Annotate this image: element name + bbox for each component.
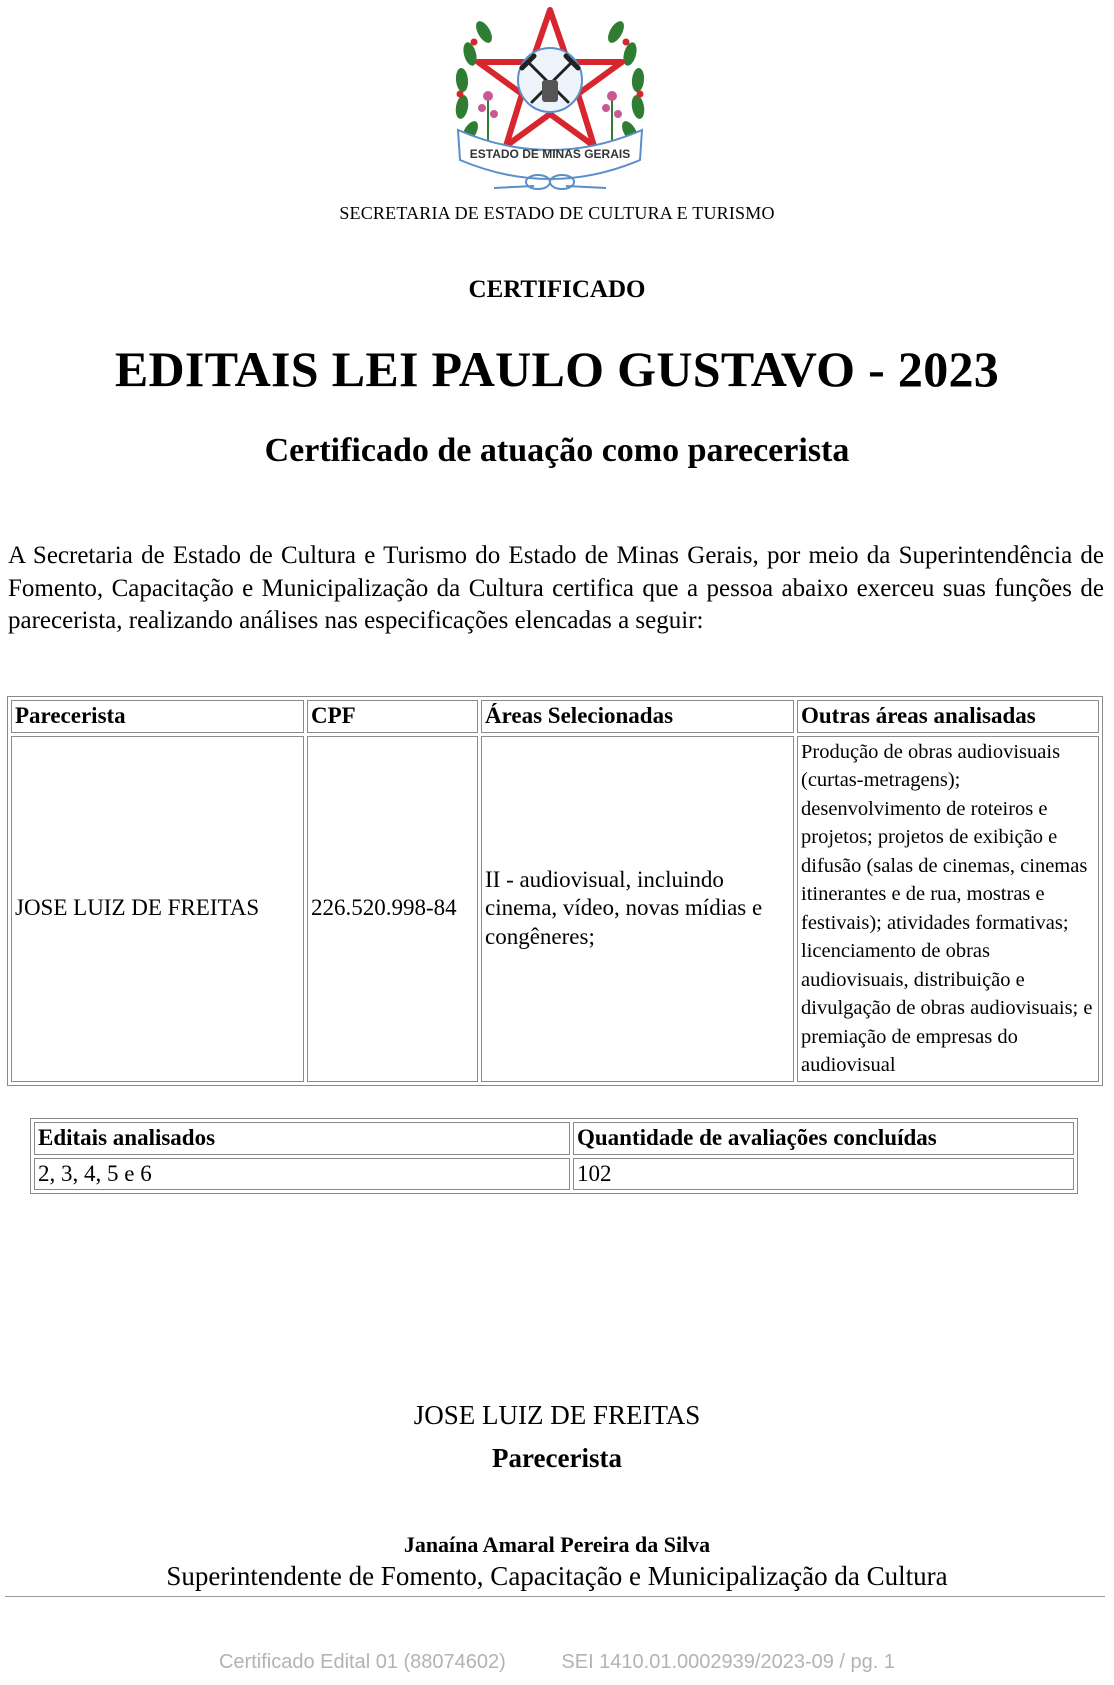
evaluator-signature-name: JOSE LUIZ DE FREITAS	[413, 1400, 701, 1430]
footer-document-id: Certificado Edital 01 (88074602)	[218, 1651, 506, 1673]
certificate-label: CERTIFICADO	[468, 276, 646, 303]
table-header-row	[11, 700, 1099, 733]
footer-divider	[5, 1596, 1105, 1597]
header-quantidade: Quantidade de avaliações concluídas	[573, 1122, 1074, 1155]
table-header-row	[34, 1122, 1074, 1155]
header-areas-selecionadas: Áreas Selecionadas	[481, 700, 794, 733]
superintendent-name: Janaína Amaral Pereira da Silva	[403, 1532, 711, 1557]
cell-parecerista: JOSE LUIZ DE FREITAS	[11, 736, 304, 1082]
table-row	[11, 736, 1099, 1082]
table-row	[34, 1158, 1074, 1191]
header-parecerista: Parecerista	[11, 700, 304, 733]
evaluations-table	[30, 1118, 1078, 1194]
cell-outras-areas: Produção de obras audiovisuais (curtas-metragens); desenvolvimento de roteiros e projetos; projetos de exibição e difusão (salas de cinemas, cinemas itinerantes e de rua, mostras e festivais); atividades formativas; licenciamento de obras audiovisuais, distribuição e divulgação de obras audiovisuais; e premiação de empresas do audiovisual	[797, 736, 1099, 1082]
cell-editais: 2, 3, 4, 5 e 6	[34, 1158, 570, 1191]
evaluator-signature-role: Parecerista	[492, 1443, 622, 1473]
cell-quantidade: 102	[573, 1158, 1074, 1191]
superintendent-role: Superintendente de Fomento, Capacitação e Municipalização da Cultura	[166, 1561, 948, 1591]
minas-gerais-coat-of-arms	[444, 2, 656, 198]
evaluator-table	[7, 696, 1103, 1086]
page-title: EDITAIS LEI PAULO GUSTAVO - 2023	[114, 341, 1000, 397]
cell-cpf: 226.520.998-84	[307, 736, 478, 1082]
crest-ribbon-text: ESTADO DE MINAS GERAIS	[469, 147, 631, 161]
page-footer	[0, 1651, 1114, 1674]
footer-process-page: SEI 1410.01.0002939/2023-09 / pg. 1	[561, 1651, 896, 1673]
header-outras-areas: Outras áreas analisadas	[797, 700, 1099, 733]
page-subtitle: Certificado de atuação como parecerista	[264, 432, 850, 469]
cell-areas: II - audiovisual, incluindo cinema, vídeo, novas mídias e congêneres;	[481, 736, 794, 1082]
organization-name: SECRETARIA DE ESTADO DE CULTURA E TURISMO	[339, 203, 775, 223]
header-editais: Editais analisados	[34, 1122, 570, 1155]
intro-paragraph: A Secretaria de Estado de Cultura e Turismo do Estado de Minas Gerais, por meio da Superintendência de Fomento, Capacitação e Municipalização da Cultura certifica que a pessoa abaixo exerceu suas funções de parecerista, realizando análises nas especificações elencadas a seguir:	[8, 542, 1104, 634]
header-cpf: CPF	[307, 700, 478, 733]
mining-lamp-icon	[542, 80, 558, 102]
